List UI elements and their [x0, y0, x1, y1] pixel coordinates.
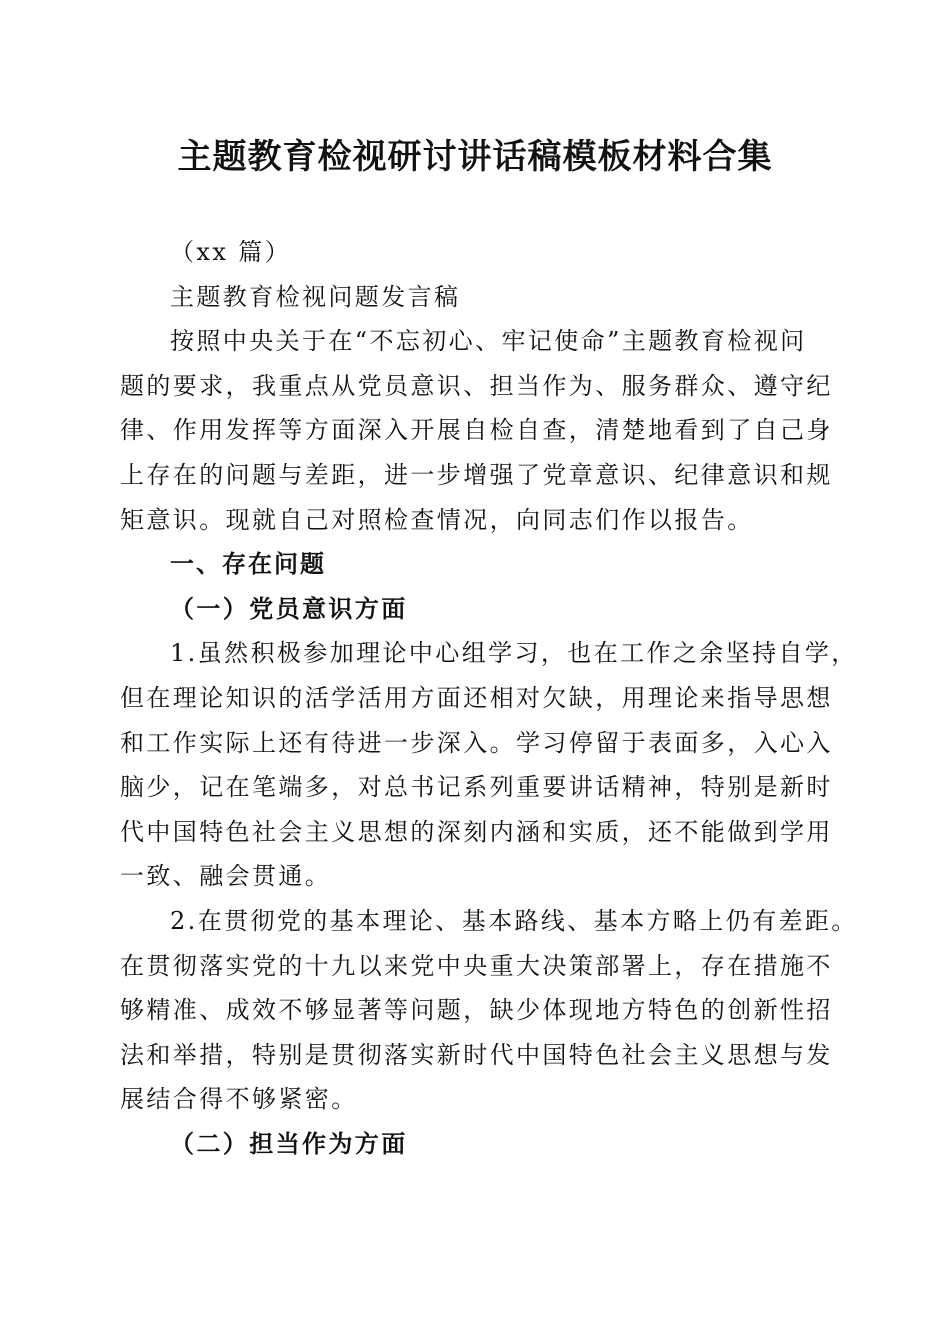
intro-line: 题的要求，我重点从党员意识、担当作为、服务群众、遵守纪 — [120, 371, 833, 400]
item-1-line: 脑少，记在笔端多，对总书记系列重要讲话精神，特别是新时 — [120, 773, 833, 802]
speech-title: 主题教育检视问题发言稿 — [170, 282, 461, 311]
document-body — [120, 230, 858, 1166]
intro-line: 矩意识。现就自己对照检查情况，向同志们作以报告。 — [120, 505, 754, 534]
intro-line: 按照中央关于在“不忘初心、牢记使命”主题教育检视问 — [170, 327, 807, 356]
intro-paragraph — [120, 319, 833, 542]
item-1-line: 1.虽然积极参加理论中心组学习，也在工作之余坚持自学， — [170, 639, 858, 668]
item-2-line: 够精准、成效不够显著等问题，缺少体现地方特色的创新性招 — [120, 996, 833, 1025]
intro-line: 上存在的问题与差距，进一步增强了党章意识、纪律意识和规 — [120, 460, 833, 489]
document-subtitle: （xx 篇） — [170, 238, 292, 266]
item-2-paragraph — [120, 899, 858, 1122]
item-1-line: 和工作实际上还有待进一步深入。学习停留于表面多，入心入 — [120, 728, 833, 757]
subsection-heading-responsibility: （二）担当作为方面 — [170, 1128, 408, 1158]
item-2-line: 展结合得不够紧密。 — [120, 1085, 358, 1114]
item-2-line: 在贯彻落实党的十九以来党中央重大决策部署上，存在措施不 — [120, 951, 833, 980]
item-1-line: 一致、融会贯通。 — [120, 862, 332, 891]
item-1-paragraph — [120, 631, 858, 899]
item-1-line: 代中国特色社会主义思想的深刻内涵和实质，还不能做到学用 — [120, 817, 833, 846]
item-2-line: 2.在贯彻党的基本理论、基本路线、基本方略上仍有差距。 — [170, 906, 858, 935]
item-2-line: 法和举措，特别是贯彻落实新时代中国特色社会主义思想与发 — [120, 1040, 833, 1069]
item-1-line: 但在理论知识的活学活用方面还相对欠缺，用理论来指导思想 — [120, 683, 833, 712]
subsection-heading-party-awareness: （一）党员意识方面 — [170, 593, 408, 623]
document-title: 主题教育检视研讨讲话稿模板材料合集 — [177, 137, 773, 177]
intro-line: 律、作用发挥等方面深入开展自检自查，清楚地看到了自己身 — [120, 416, 833, 445]
section-heading-problems: 一、存在问题 — [170, 549, 326, 579]
